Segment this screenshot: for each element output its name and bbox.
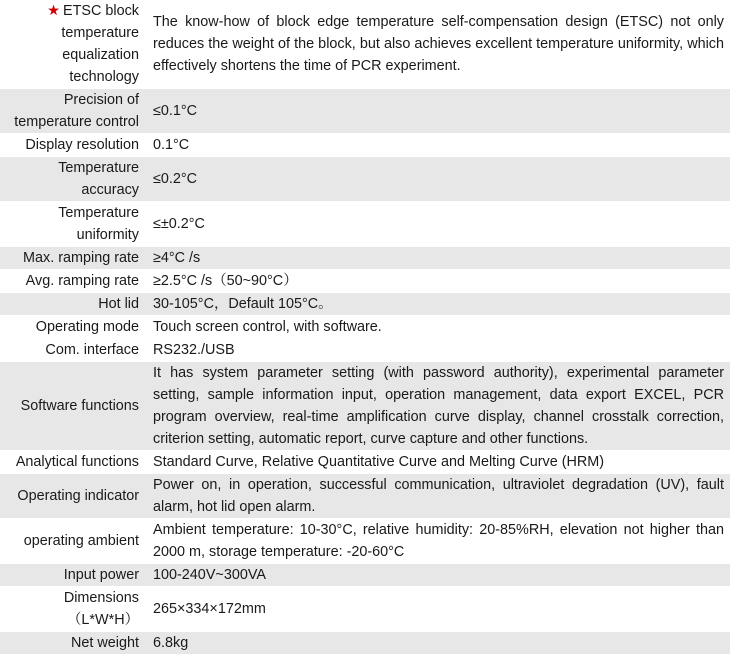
spec-label <box>0 247 147 270</box>
spec-value: 265×334×172mm <box>147 587 730 632</box>
spec-row <box>0 202 730 247</box>
spec-value: ≤0.1°C <box>147 89 730 134</box>
spec-label <box>0 270 147 293</box>
spec-label-text: Avg. ramping rate <box>25 273 139 289</box>
spec-label-text: Max. ramping rate <box>23 250 139 266</box>
spec-label-text: Temperature uniformity <box>58 205 139 243</box>
spec-label <box>0 89 147 134</box>
spec-row <box>0 293 730 316</box>
spec-value: ≥4°C /s <box>147 247 730 270</box>
spec-row <box>0 451 730 474</box>
spec-label-text: Operating indicator <box>17 488 139 504</box>
spec-label-text: Temperature accuracy <box>58 160 139 198</box>
spec-row <box>0 632 730 655</box>
spec-row <box>0 587 730 632</box>
spec-label <box>0 474 147 519</box>
spec-label <box>0 451 147 474</box>
spec-label-text: Dimensions（L*W*H） <box>63 590 139 628</box>
spec-row <box>0 362 730 451</box>
spec-value: 30-105°C，Default 105°C。 <box>147 293 730 316</box>
spec-label-text: Precision of temperature control <box>14 92 139 130</box>
spec-value: Ambient temperature: 10-30°C, relative humidity: 20-85%RH, elevation not higher than 2000 m, storage temperature: -20-60°C <box>147 519 730 564</box>
spec-value: It has system parameter setting (with password authority), experimental parameter setting, sample information input, operation management, data export EXCEL, PCR program overview, real-time amplification curve display, channel crosstalk correction, criterion setting, automatic report, curve capture and other functions. <box>147 362 730 451</box>
spec-label-text: operating ambient <box>23 533 139 549</box>
spec-label <box>0 202 147 247</box>
spec-value: 0.1°C <box>147 134 730 157</box>
spec-row <box>0 339 730 362</box>
spec-value: RS232./USB <box>147 339 730 362</box>
spec-value: ≤0.2°C <box>147 157 730 202</box>
spec-value: ≤±0.2°C <box>147 202 730 247</box>
spec-label-text: ETSC block temperature equalization technology <box>61 3 139 85</box>
spec-value: Touch screen control, with software. <box>147 316 730 339</box>
spec-label-text: Net weight <box>71 635 139 651</box>
spec-row <box>0 0 730 89</box>
spec-label <box>0 564 147 587</box>
spec-row <box>0 316 730 339</box>
spec-row <box>0 247 730 270</box>
spec-label-text: Hot lid <box>98 296 139 312</box>
spec-label-text: Input power <box>63 567 139 583</box>
star-icon: ★ <box>47 3 61 19</box>
spec-row <box>0 270 730 293</box>
spec-row <box>0 89 730 134</box>
spec-label <box>0 157 147 202</box>
spec-label <box>0 362 147 451</box>
spec-row <box>0 474 730 519</box>
spec-value: ≥2.5°C /s（50~90°C） <box>147 270 730 293</box>
spec-row <box>0 157 730 202</box>
spec-value: 6.8kg <box>147 632 730 655</box>
spec-label-text: Software functions <box>20 398 139 414</box>
spec-label-text: Com. interface <box>45 342 139 358</box>
spec-label <box>0 632 147 655</box>
spec-label <box>0 587 147 632</box>
spec-label <box>0 339 147 362</box>
spec-label-text: Display resolution <box>25 137 139 153</box>
spec-row <box>0 519 730 564</box>
spec-row <box>0 134 730 157</box>
spec-label <box>0 316 147 339</box>
spec-row <box>0 564 730 587</box>
spec-label <box>0 293 147 316</box>
spec-label-text: Operating mode <box>35 319 139 335</box>
spec-label <box>0 519 147 564</box>
spec-label <box>0 134 147 157</box>
spec-label-text: Analytical functions <box>15 454 139 470</box>
spec-label <box>0 0 147 89</box>
spec-value: Power on, in operation, successful communication, ultraviolet degradation (UV), fault alarm, hot lid open alarm. <box>147 474 730 519</box>
spec-value: The know-how of block edge temperature self-compensation design (ETSC) not only reduces the weight of the block, but also achieves excellent temperature uniformity, which effectively shortens the time of PCR experiment. <box>147 0 730 89</box>
spec-value: Standard Curve, Relative Quantitative Curve and Melting Curve (HRM) <box>147 451 730 474</box>
spec-value: 100-240V~300VA <box>147 564 730 587</box>
